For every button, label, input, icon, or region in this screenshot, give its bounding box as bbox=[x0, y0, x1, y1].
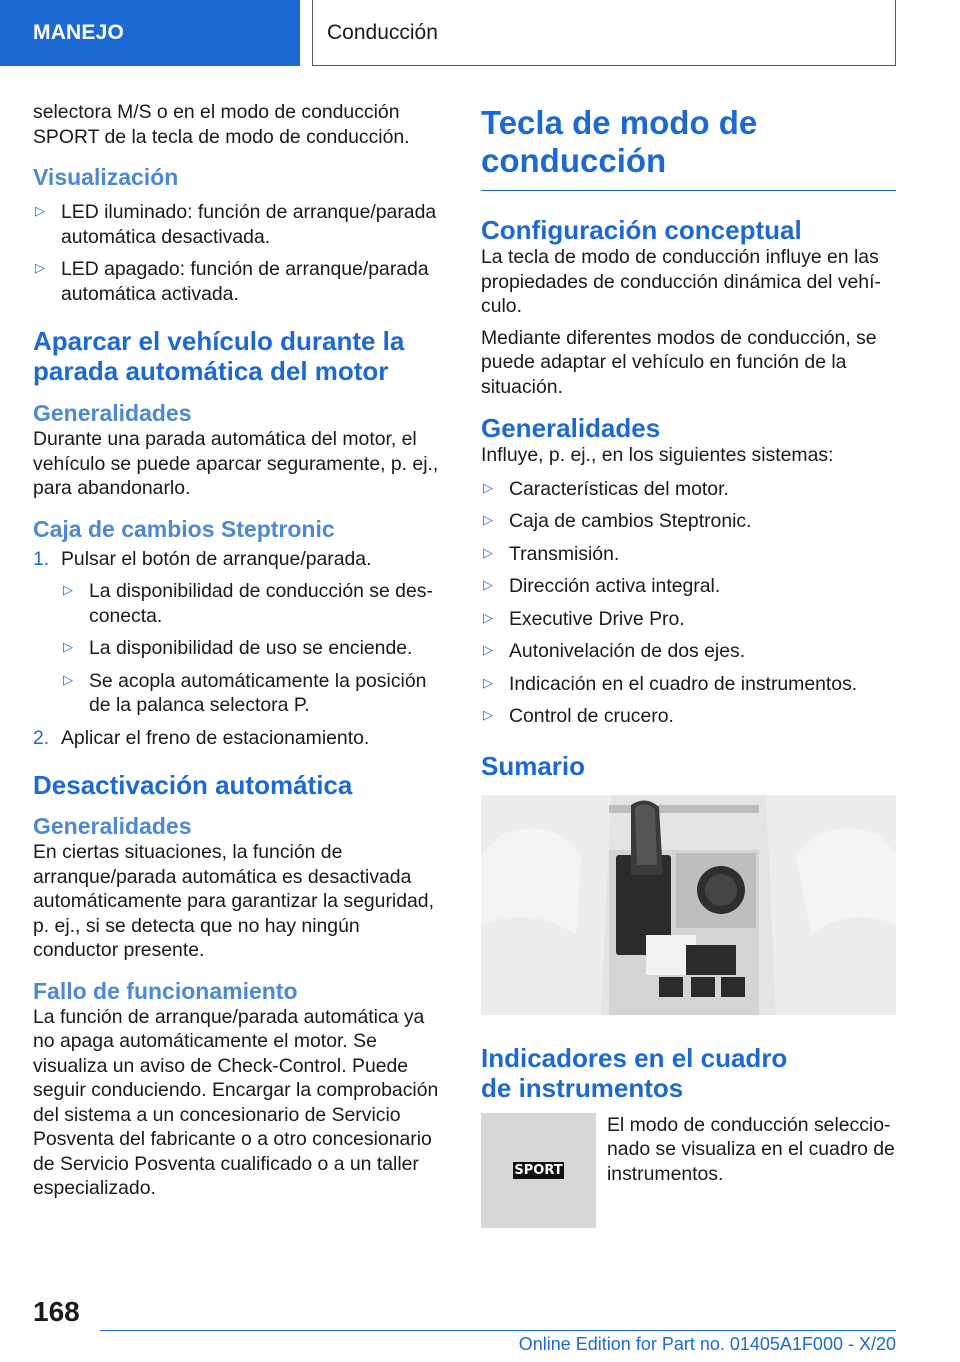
triangle-bullet-icon: ▷ bbox=[63, 671, 73, 687]
list-item: ▷ Dirección activa integral. bbox=[483, 575, 721, 597]
aparcar-generalidades-text: Durante una parada automática del motor, el vehículo se puede aparcar seguramente, p. ej., para abandonarlo. bbox=[33, 428, 439, 499]
list-item: ▷ Características del motor. bbox=[483, 477, 729, 500]
desactivacion-heading: Desactivación automática bbox=[33, 770, 353, 800]
generalidades-heading: Generalidades bbox=[481, 413, 661, 443]
footer-edition-text[interactable]: Online Edition for Part no. 01405A1F000 - X/20 bbox=[518, 1334, 896, 1354]
generalidades-intro: Influye, p. ej., en los siguientes sistemas: bbox=[481, 444, 834, 466]
intro-text: selectora M/S o en el modo de conducción SPORT de la tecla de modo de conducción. bbox=[33, 101, 410, 148]
indicadores-text: El modo de conducción seleccionado se visualiza en el cuadro de instrumentos. bbox=[607, 1113, 895, 1185]
list-item: ▷ LED apagado: función de arranque/parada automática activada. bbox=[35, 258, 429, 305]
desactivacion-generalidades-text: En ciertas situaciones, la función de arranque/parada automática es desactivada automáticamente para garantizar la seguridad, p. ej., si se detecta que no hay ningún conductor presente. bbox=[33, 841, 434, 961]
triangle-bullet-icon: ▷ bbox=[483, 512, 493, 527]
step-item: 1. Pulsar el botón de arranque/parada. ▷ La disponibilidad de conducción se desconecta. ▷ La disponibilidad de uso se enciende. ▷ Se acopla automáticamente la posición de la palanca selectora P. bbox=[33, 547, 448, 718]
triangle-bullet-icon: ▷ bbox=[483, 642, 493, 657]
triangle-bullet-icon: ▷ bbox=[63, 639, 73, 654]
list-item: ▷ Se acopla automáticamente la posición de la palanca selectora P. bbox=[63, 669, 427, 716]
triangle-bullet-icon: ▷ bbox=[483, 577, 493, 592]
concept-text-1: La tecla de modo de conducción influye en las propiedades de conducción dinámica del vehículo. bbox=[481, 246, 881, 317]
list-item: ▷ Autonivelación de dos ejes. bbox=[483, 640, 746, 662]
list-item: ▷ Indicación en el cuadro de instrumentos. bbox=[483, 672, 858, 695]
triangle-bullet-icon: ▷ bbox=[483, 544, 493, 560]
section-tab[interactable]: MANEJO bbox=[0, 0, 300, 66]
page-header bbox=[0, 0, 960, 66]
page-number: 168 bbox=[33, 1296, 80, 1327]
list-item: ▷ Transmisión. bbox=[483, 542, 620, 565]
triangle-bullet-icon: ▷ bbox=[483, 609, 493, 625]
systems-list bbox=[481, 477, 896, 729]
indicadores-heading: Indicadores en el cuadro de instrumentos bbox=[481, 1042, 788, 1103]
concept-heading: Configuración conceptual bbox=[481, 215, 802, 245]
sport-label: SPORT bbox=[514, 1162, 563, 1178]
triangle-bullet-icon: ▷ bbox=[35, 203, 45, 218]
sport-display-image bbox=[481, 1113, 596, 1228]
triangle-bullet-icon: ▷ bbox=[483, 479, 493, 495]
step-item: 2. Aplicar el freno de estacionamiento. bbox=[33, 726, 370, 749]
substep-list bbox=[61, 579, 448, 718]
aparcar-generalidades-heading: Generalidades bbox=[33, 400, 192, 426]
aparcar-heading: Aparcar el vehículo durante la parada automática del motor bbox=[33, 326, 405, 386]
visualizacion-heading: Visualización bbox=[33, 164, 179, 190]
list-item: ▷ La disponibilidad de conducción se desconecta. bbox=[63, 580, 433, 627]
heading-rule bbox=[481, 190, 896, 191]
visualizacion-list bbox=[33, 200, 448, 306]
step-number: 2. bbox=[33, 726, 50, 749]
triangle-bullet-icon: ▷ bbox=[35, 260, 45, 275]
fallo-text: La función de arranque/parada automática ya no apaga automáticamente el motor. Se visualiza un aviso de Check-Control. Puede seguir conduciendo. Encargar la comprobación del sistema a un concesionario de Servicio Posventa del fabricante o a otro concesionario de Servicio Posventa cualificado o a un taller especializado. bbox=[33, 1005, 439, 1199]
caja-steptronic-heading: Caja de cambios Steptronic bbox=[33, 515, 335, 542]
list-item: ▷ Control de crucero. bbox=[483, 705, 674, 727]
triangle-bullet-icon: ▷ bbox=[483, 674, 493, 690]
list-item: ▷ La disponibilidad de uso se enciende. bbox=[63, 637, 413, 659]
right-column bbox=[481, 104, 896, 1233]
steptronic-steps bbox=[33, 547, 448, 751]
sport-indicator-row bbox=[481, 1113, 896, 1233]
triangle-bullet-icon: ▷ bbox=[63, 582, 73, 597]
desactivacion-generalidades-heading: Generalidades bbox=[33, 813, 192, 839]
fallo-heading: Fallo de funcionamiento bbox=[33, 977, 298, 1004]
list-item: ▷ LED iluminado: función de arranque/parada automática desactivada. bbox=[35, 201, 437, 248]
triangle-bullet-icon: ▷ bbox=[483, 707, 493, 722]
chapter-heading: Tecla de modo de conducción bbox=[481, 104, 758, 179]
step-number: 1. bbox=[33, 547, 50, 570]
concept-text-2: Mediante diferentes modos de conducción, se puede adaptar el vehículo en función de la situación. bbox=[481, 326, 877, 398]
chapter-title: Conducción bbox=[312, 0, 896, 66]
list-item: ▷ Caja de cambios Steptronic. bbox=[483, 510, 752, 532]
sumario-heading: Sumario bbox=[481, 750, 586, 781]
list-item: ▷ Executive Drive Pro. bbox=[483, 607, 685, 630]
left-column bbox=[33, 100, 448, 1208]
center-console-image bbox=[481, 795, 896, 1015]
